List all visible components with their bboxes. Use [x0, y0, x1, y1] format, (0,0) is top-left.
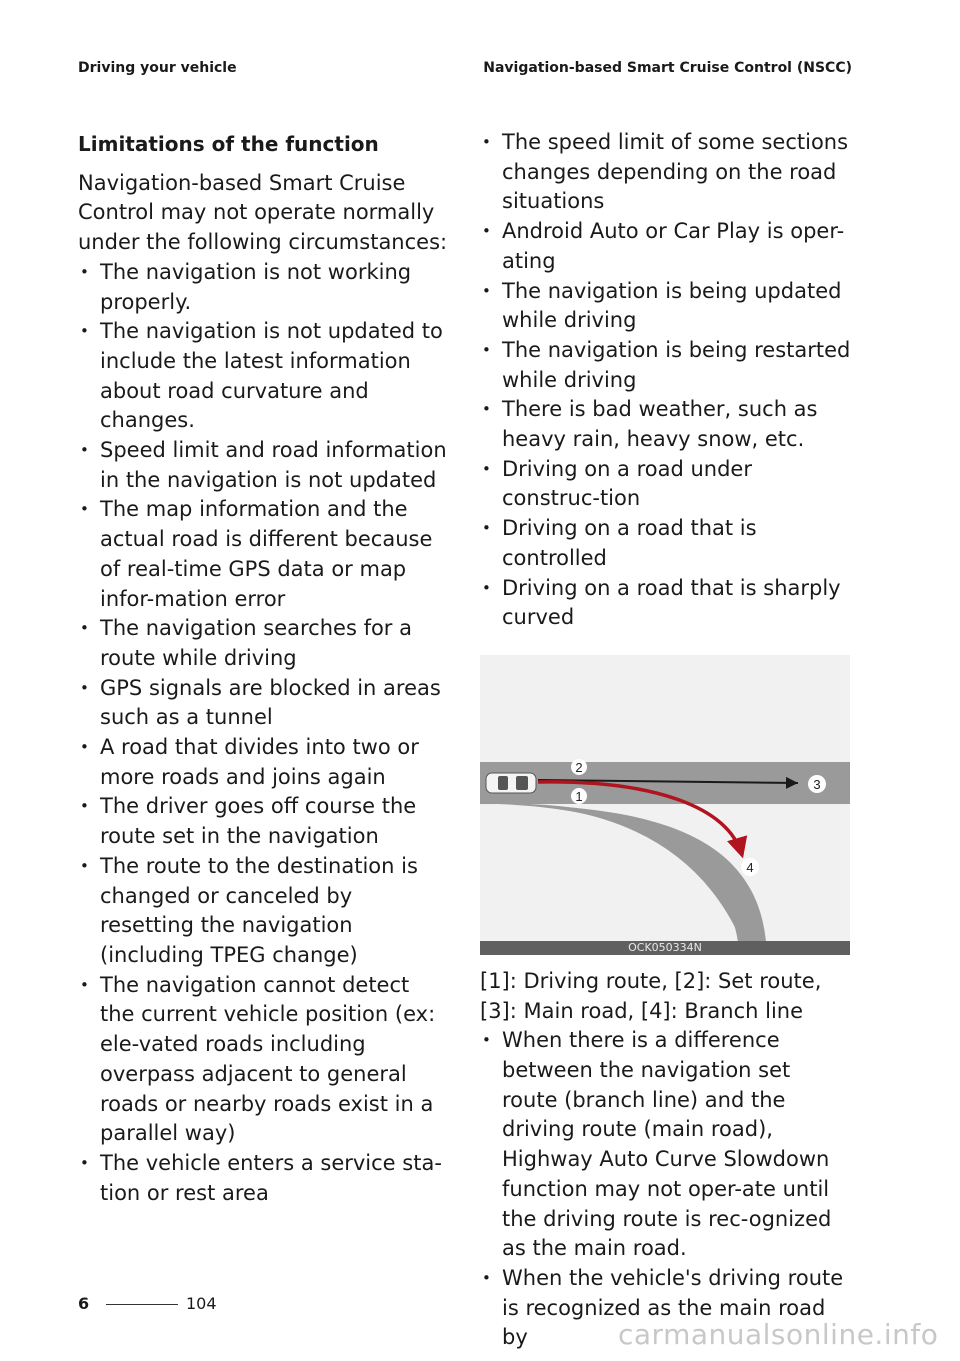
list-item: • The navigation is not working properly.: [78, 258, 450, 317]
list-item: • The vehicle enters a service sta-tion or rest area: [78, 1149, 450, 1208]
list-item: • The navigation searches for a route while driving: [78, 614, 450, 673]
list-item: • The speed limit of some sections changes depending on the road situations: [480, 128, 852, 217]
chapter-number: 6: [78, 1294, 90, 1313]
list-item: • The navigation cannot detect the current vehicle position (ex: ele-vated roads including overpass adjacent to general roads or nearby roads exist in a parallel way): [78, 971, 450, 1149]
watermark: carmanualsonline.info: [618, 1318, 939, 1351]
list-item: • Driving on a road under construc-tion: [480, 455, 852, 514]
list-item: • GPS signals are blocked in areas such as a tunnel: [78, 674, 450, 733]
svg-text:2: 2: [575, 759, 583, 775]
page-number: 104: [186, 1294, 217, 1313]
list-item: • There is bad weather, such as heavy rain, heavy snow, etc.: [480, 395, 852, 454]
route-diagram-graphic: [480, 655, 850, 955]
list-item: • When the vehicle's driving route is recognized as the main road by: [480, 1264, 852, 1353]
label-1-icon: [571, 788, 587, 804]
limitations-list-continued: [480, 128, 852, 633]
figure-caption: [1]: Driving route, [2]: Set route, [3]: Main road, [4]: Branch line: [480, 968, 822, 1023]
section-heading: Limitations of the function: [78, 132, 379, 156]
svg-text:4: 4: [746, 859, 754, 875]
notes-list: [480, 1026, 852, 1353]
figure-code: OCK050334N: [480, 941, 850, 955]
list-item: • The route to the destination is changed or canceled by resetting the navigation (including TPEG change): [78, 852, 450, 971]
vehicle-icon: [486, 773, 536, 793]
intro-paragraph: Navigation-based Smart Cruise Control may not operate normally under the following circumstances:: [78, 170, 448, 255]
list-item: • The navigation is being updated while driving: [480, 277, 852, 336]
list-item: • The map information and the actual road is different because of real-time GPS data or map infor-mation error: [78, 495, 450, 614]
list-item: • Android Auto or Car Play is oper-ating: [480, 217, 852, 276]
limitations-list: [78, 258, 450, 1209]
label-2-icon: [571, 759, 587, 775]
svg-text:1: 1: [575, 788, 583, 804]
list-item: • The navigation is being restarted while driving: [480, 336, 852, 395]
svg-text:3: 3: [813, 776, 821, 792]
list-item: • Speed limit and road information in the navigation is not updated: [78, 436, 450, 495]
running-header-right: Navigation-based Smart Cruise Control (NSCC): [483, 60, 852, 76]
left-column: [78, 128, 450, 1208]
list-item: • The driver goes off course the route set in the navigation: [78, 792, 450, 851]
running-header-left: Driving your vehicle: [78, 60, 237, 76]
list-item: • When there is a difference between the navigation set route (branch line) and the driving route (main road), Highway Auto Curve Slowdown function may not oper-ate until the driving route is rec-ognized as the main road.: [480, 1026, 852, 1264]
list-item: • A road that divides into two or more roads and joins again: [78, 733, 450, 792]
right-column: [480, 128, 852, 1353]
route-diagram: [480, 655, 850, 955]
footer-divider: [106, 1304, 178, 1305]
label-4-icon: [741, 858, 759, 876]
list-item: • Driving on a road that is controlled: [480, 514, 852, 573]
list-item: • The navigation is not updated to include the latest information about road curvature and changes.: [78, 317, 450, 436]
label-3-icon: [808, 775, 826, 793]
list-item: • Driving on a road that is sharply curved: [480, 574, 852, 633]
